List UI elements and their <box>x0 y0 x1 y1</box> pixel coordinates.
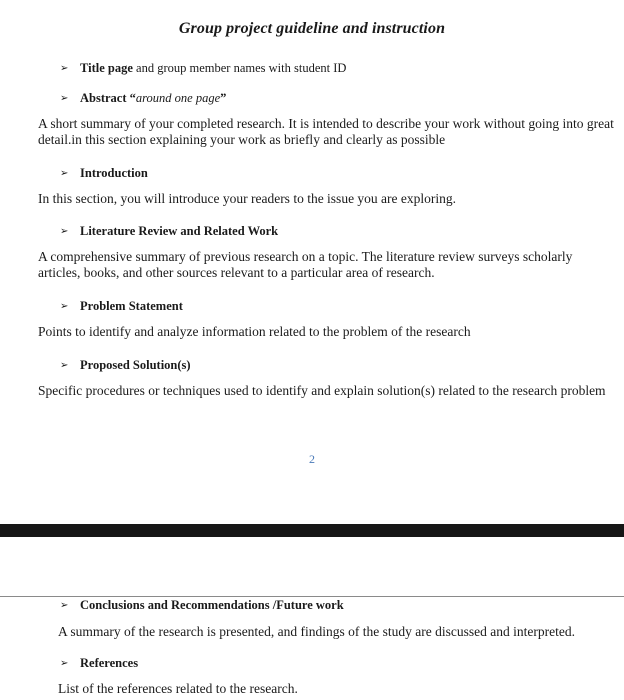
heading-label: Problem Statement <box>80 299 183 313</box>
arrow-bullet-icon: ➢ <box>60 63 69 74</box>
arrow-bullet-icon: ➢ <box>60 168 69 179</box>
section-heading-conclusions <box>60 597 344 615</box>
heading-label: References <box>80 656 139 670</box>
section-heading-references <box>60 655 138 673</box>
section-heading-introduction <box>60 165 148 183</box>
arrow-bullet-icon: ➢ <box>60 301 69 312</box>
page-number: 2 <box>309 452 315 466</box>
section-body-conclusions: A summary of the research is presented, and findings of the study are discussed and interpreted. <box>58 624 575 639</box>
section-body-references: List of the references related to the research. <box>58 681 298 696</box>
heading-quote: around one page <box>135 91 221 105</box>
arrow-bullet-icon: ➢ <box>60 226 69 237</box>
heading-label: Abstract <box>80 91 130 105</box>
close-quote: ” <box>220 91 227 105</box>
section-heading-abstract <box>60 90 226 108</box>
heading-label: Proposed Solution(s) <box>80 358 191 372</box>
heading-label: Literature Review and Related Work <box>80 224 279 238</box>
arrow-bullet-icon: ➢ <box>60 658 69 669</box>
section-heading-title-page <box>60 60 346 78</box>
section-body-literature-review: A comprehensive summary of previous research on a topic. The literature review surveys scholarly articles, books, and other sources relevant to a particular area of research. <box>38 249 573 280</box>
section-body-abstract: A short summary of your completed research. It is intended to describe your work without going into great detail.in this section explaining your work as briefly and clearly as possible <box>38 116 614 147</box>
page-break-bar <box>0 524 624 537</box>
open-quote: “ <box>129 91 136 105</box>
heading-label: Title page <box>80 61 133 75</box>
section-body-proposed-solution: Specific procedures or techniques used to identify and explain solution(s) related to the research problem <box>38 383 606 398</box>
page-title: Group project guideline and instruction <box>178 20 446 37</box>
section-body-introduction: In this section, you will introduce your readers to the issue you are exploring. <box>38 191 457 206</box>
section-body-problem-statement: Points to identify and analyze information related to the problem of the research <box>38 324 471 339</box>
heading-label: Introduction <box>80 166 148 180</box>
section-heading-literature-review <box>60 223 278 241</box>
section-heading-proposed-solution <box>60 357 191 375</box>
arrow-bullet-icon: ➢ <box>60 360 69 371</box>
heading-suffix: and group member names with student ID <box>132 61 347 75</box>
arrow-bullet-icon: ➢ <box>60 93 69 104</box>
section-heading-problem-statement <box>60 298 183 316</box>
heading-label: Conclusions and Recommendations /Future work <box>80 598 344 612</box>
arrow-bullet-icon: ➢ <box>60 600 69 611</box>
